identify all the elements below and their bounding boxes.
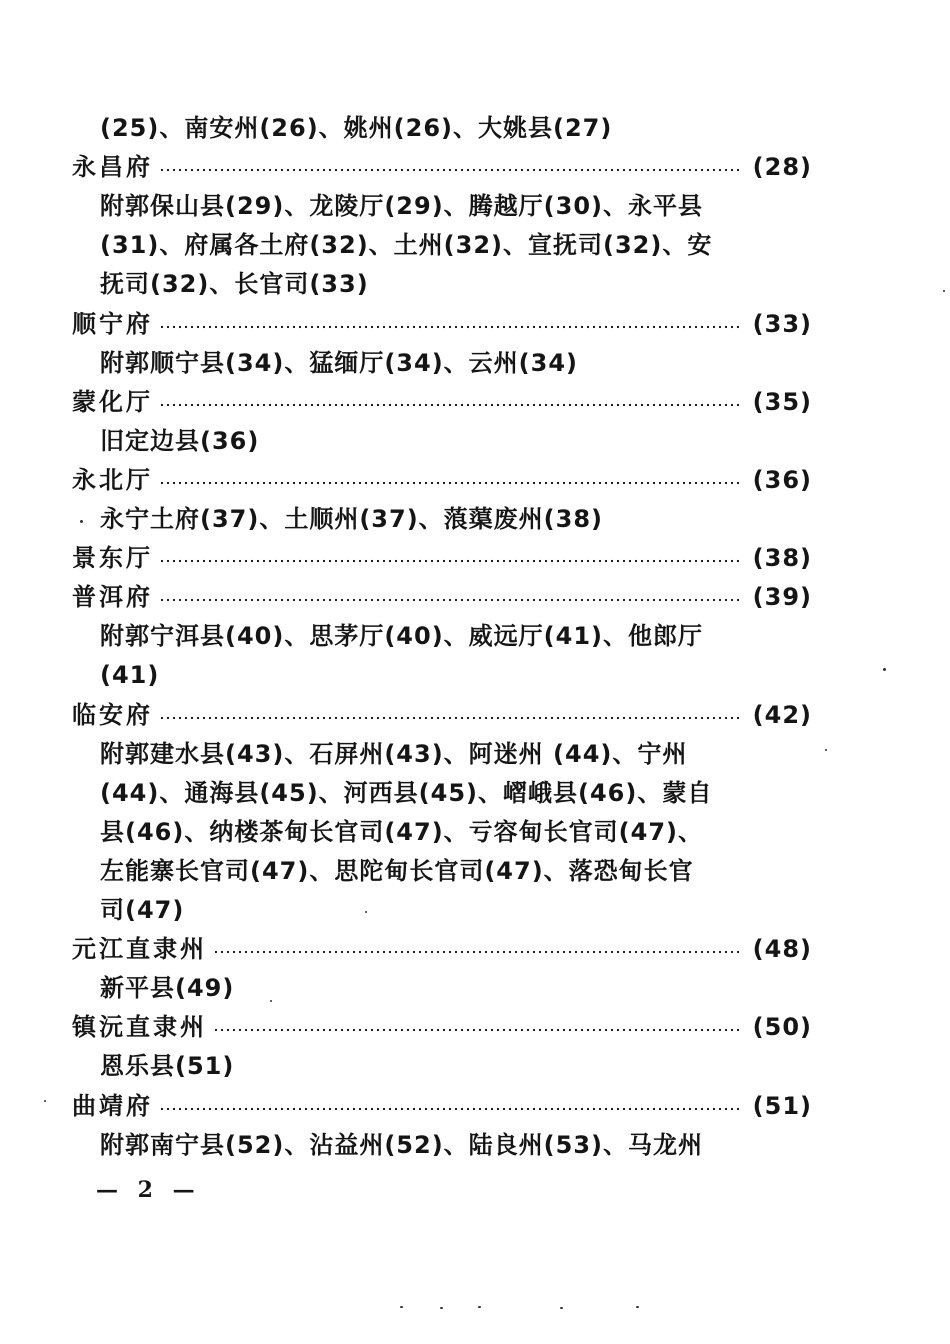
- toc-entry: [72, 1088, 812, 1124]
- toc-subentry-line: 附郭建水县(43)、石屏州(43)、阿迷州 (44)、宁州: [100, 740, 688, 768]
- toc-subentry-line: 附郭保山县(29)、龙陵厅(29)、腾越厅(30)、永平县: [100, 192, 704, 220]
- page-number: — 2 —: [96, 1177, 201, 1203]
- toc-page-number: (51): [752, 1092, 812, 1120]
- toc-subentry-line: 旧定边县(36): [100, 427, 260, 455]
- toc-page-number: (35): [752, 388, 812, 416]
- toc-subentry-line: 司(47): [100, 896, 185, 924]
- toc-page-number: (39): [752, 583, 812, 611]
- toc-page-number: (38): [752, 544, 812, 572]
- toc-entry-title: 临安府: [72, 701, 153, 729]
- toc-subentry-line: (31)、府属各土府(32)、土州(32)、宣抚司(32)、安: [100, 231, 713, 259]
- scan-speck: [560, 1307, 563, 1309]
- scan-speck: [44, 1100, 46, 1102]
- toc-entry: [72, 540, 812, 576]
- dot-leader: [159, 716, 739, 720]
- scan-speck: [80, 520, 83, 523]
- toc-subentry-line: (25)、南安州(26)、姚州(26)、大姚县(27): [100, 114, 613, 142]
- toc-entry: [72, 384, 812, 420]
- toc-subentry-line: 新平县(49): [100, 974, 235, 1002]
- dot-leader: [159, 559, 739, 563]
- toc-entry-title: 普洱府: [72, 583, 153, 611]
- toc-entry-title: 景东厅: [72, 544, 153, 572]
- toc-subentry-line: 左能寨长官司(47)、思陀甸长官司(47)、落恐甸长官: [100, 857, 694, 885]
- scan-speck: [270, 1000, 272, 1002]
- toc-subentry-line: 附郭顺宁县(34)、猛缅厅(34)、云州(34): [100, 349, 579, 377]
- dot-leader: [159, 325, 739, 329]
- scan-speck: [883, 668, 886, 671]
- toc-entry-title: 元江直隶州: [72, 935, 207, 963]
- toc-page-number: (50): [752, 1013, 812, 1041]
- toc-entry: [72, 462, 812, 498]
- toc-entry-title: 曲靖府: [72, 1092, 153, 1120]
- dot-leader: [159, 1107, 739, 1111]
- toc-page-number: (33): [752, 310, 812, 338]
- toc-entry-title: 永昌府: [72, 153, 153, 181]
- toc-page-number: (36): [752, 466, 812, 494]
- scan-speck: [825, 749, 827, 751]
- scan-speck: [365, 911, 367, 913]
- scan-speck: [440, 1307, 443, 1309]
- toc-entry: [72, 579, 812, 615]
- toc-page-number: (42): [752, 701, 812, 729]
- dot-leader: [213, 1028, 739, 1032]
- dot-leader: [213, 950, 739, 954]
- toc-entry: [72, 697, 812, 733]
- toc-subentry-line: 县(46)、纳楼茶甸长官司(47)、亏容甸长官司(47)、: [100, 818, 704, 846]
- scan-speck: [478, 1306, 481, 1308]
- toc-subentry-line: 永宁土府(37)、土顺州(37)、蒗蕖废州(38): [100, 505, 604, 533]
- dot-leader: [159, 168, 739, 172]
- toc-entry-title: 永北厅: [72, 466, 153, 494]
- dot-leader: [159, 481, 739, 485]
- toc-subentry-line: 附郭南宁县(52)、沾益州(52)、陆良州(53)、马龙州: [100, 1131, 704, 1159]
- toc-subentry-line: (41): [100, 661, 160, 689]
- toc-entry: [72, 1009, 812, 1045]
- toc-page-number: (48): [752, 935, 812, 963]
- scan-speck: [636, 1306, 639, 1308]
- dot-leader: [159, 403, 739, 407]
- toc-subentry-line: (44)、通海县(45)、河西县(45)、嶍峨县(46)、蒙自: [100, 779, 713, 807]
- toc-entry-title: 镇沅直隶州: [72, 1013, 207, 1041]
- toc-entry: [72, 306, 812, 342]
- toc-subentry-line: 附郭宁洱县(40)、思茅厅(40)、威远厅(41)、他郎厅: [100, 622, 704, 650]
- toc-page-number: (28): [752, 153, 812, 181]
- toc-entry-title: 顺宁府: [72, 310, 153, 338]
- toc-entry: [72, 931, 812, 967]
- scan-speck: [400, 1306, 403, 1308]
- toc-subentry-line: 恩乐县(51): [100, 1052, 235, 1080]
- scan-speck: [943, 290, 945, 292]
- toc-entry-title: 蒙化厅: [72, 388, 153, 416]
- toc-subentry-line: 抚司(32)、长官司(33): [100, 270, 369, 298]
- toc-entry: [72, 149, 812, 185]
- dot-leader: [159, 598, 739, 602]
